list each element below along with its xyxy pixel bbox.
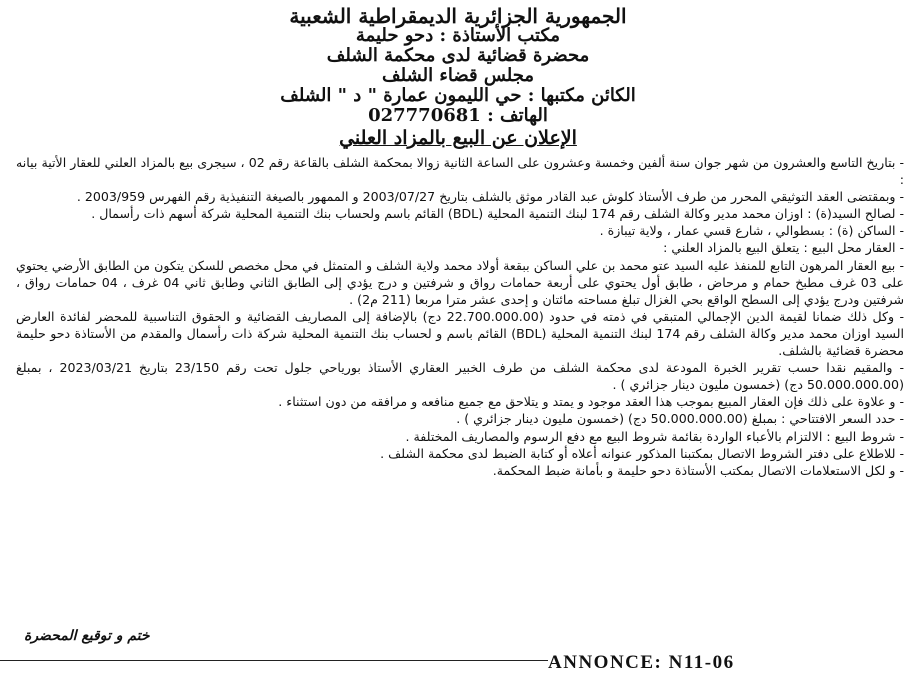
notice-title: الإعلان عن البيع بالمزاد العلني (339, 127, 577, 149)
paragraph-debt: - وكل ذلك ضمانا لقيمة الدين الإجمالي المتبقي في ذمته في حدود (22.700.000.00 دج) بالإضافة إلى المصاريف القضائية و الحقوق التناسبية للمحضر لفائدة العارض السيد اوزان محمد مدير وكالة الشلف رقم 174 لبنك التنمية المحلية (BDL) القائم باسم و لحساب بنك التنمية المحلية شركة ذات رأسمال والمقدم من الأستاذة دحو حليمة محضرة قضائية بالشلف. (16, 308, 904, 359)
paragraph-deed: - وبمقتضى العقد التوثيقي المحرر من طرف الأستاذ كلوش عبد القادر موثق بالشلف بتاريخ 2003/07/27 و الممهور بالصيغة التنفيذية رقم الفهرس 2003/959 . (76, 189, 904, 205)
paragraph-conditions: - شروط البيع : الالتزام بالأعباء الواردة بقائمة شروط البيع مع دفع الرسوم والمصاريف المختلفة . (405, 428, 904, 444)
paragraph-valuation: - والمقيم نقدا حسب تقرير الخبرة المودعة لدى محكمة الشلف من طرف الخبير العقاري الأستاذ بورياحي جلول تحت رقم 23/150 بتاريخ 2023/03/21 ، بمبلغ (50.000.000.00 دج) (خمسون مليون دينار جزائري ) . (16, 360, 904, 393)
paragraph-inquiries: - و لكل الاستعلامات الاتصال بمكتب الأستاذة دحو حليمة و بأمانة ضبط المحكمة. (492, 462, 904, 478)
notice-header (4, 6, 912, 148)
notice-body (16, 154, 904, 479)
annonce-number: ANNONCE: N11-06 (548, 652, 735, 673)
office-address: الكائن مكتبها : حي الليمون عمارة " د " الشلف (280, 85, 636, 106)
signature-label: ختم و توقيع المحضرة (24, 628, 150, 644)
paragraph-appurtenances: - و علاوة على ذلك فإن العقار المبيع بموجب هذا العقد موجود و يمتد و يتلاحق مع جميع منافعه و مرافقه من دون استثناء . (278, 394, 904, 410)
paragraph-property-heading: - العقار محل البيع : يتعلق البيع بالمزاد العلني : (663, 240, 904, 256)
paragraph-beneficiary: - لصالح السيد(ة) : اوزان محمد مدير وكالة الشلف رقم 174 لبنك التنمية المحلية (BDL) القائم باسم ولحساب بنك التنمية المحلية شركة أسهم ذات رأسمال . (91, 206, 904, 222)
council-heading: مجلس قضاء الشلف (382, 65, 534, 86)
paragraph-residence: - الساكن (ة) : بسطوالي ، شارع قسي عمار ، ولاية تيبازة . (599, 223, 904, 239)
paragraph-property-description: - بيع العقار المرهون التابع للمنفذ عليه السيد عتو محمد بن علي الساكن ببقعة أولاد محمد ولاية الشلف و المتمثل في محل مخصص للسكن يتكون من الطابق الأرضي يحتوي على 03 غرف مطبخ حمام و مرحاض ، طابق أول يحتوي على أربعة حمامات رواق و شرفتين و درج يؤدي إلى الطابق الثاني وطابق ثاني 04 غرف ، 04 حمامات رواق ، شرفتين ودرج يؤدي إلى السطح الواقع بحي الغزال تبلغ مساحته مائتان و إحدى عشر مترا مربعا (211 م2) . (16, 257, 904, 307)
paragraph-specifications: - للاطلاع على دفتر الشروط الاتصال بمكتبنا المذكور عنوانه أعلاه أو كتابة الضبط لدى محكمة الشلف . (380, 445, 904, 461)
paragraph-date: - بتاريخ التاسع والعشرون من شهر جوان سنة ألفين وخمسة وعشرون على الساعة الثانية زوالا بمحكمة الشلف بالقاعة رقم 02 ، سيجرى بيع بالمزاد العلني للعقار الأتية بيانه : (16, 155, 904, 188)
footer-divider (0, 660, 548, 661)
republic-heading: الجمهورية الجزائرية الديمقراطية الشعبية (289, 4, 627, 28)
office-heading: مكتب الأستاذة : دحو حليمة (355, 25, 561, 46)
legal-notice (4, 6, 912, 688)
paragraph-opening-price: - حدد السعر الافتتاحي : بمبلغ (50.000.000.00 دج) (خمسون مليون دينار جزائري ) . (456, 411, 904, 427)
bailiff-role: محضرة قضائية لدى محكمة الشلف (326, 45, 590, 66)
office-phone: الهاتف : 027770681 (368, 105, 548, 126)
